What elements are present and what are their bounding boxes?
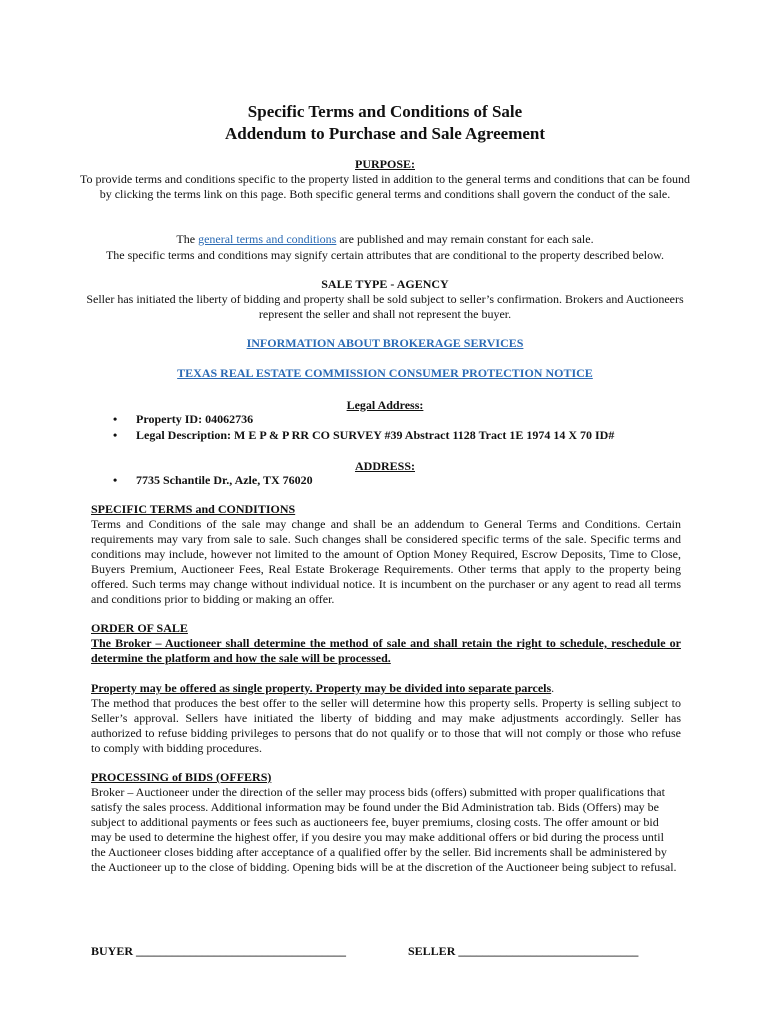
order-of-sale-section: [91, 621, 681, 666]
specific-terms-body: Terms and Conditions of the sale may change and shall be an addendum to General Terms and Conditions. Certain requirements may vary from sale to sale. Such changes shall be considered specific terms of the sale. Specific terms and conditions may include, however not limited to the amount of Option Money Required, Escrow Deposits, Time to Close, Buyers Premium, Auctioneer Fees, Real Estate Brokerage Requirements. Other terms that apply to the property being offered. Such terms may change without individual notice. It is incumbent on the purchaser or any agent to read all terms and conditions prior to bidding or making an offer.: [91, 517, 681, 606]
general-prefix: The: [176, 232, 199, 246]
property-offer-heading: Property may be offered as single property. Property may be divided into separate parcels: [91, 681, 552, 695]
sale-type-body: Seller has initiated the liberty of bidding and property shall be sold subject to seller’s confirmation. Brokers and Auctioneers represent the seller and shall not represent the buyer.: [86, 292, 684, 321]
title-line-2: Addendum to Purchase and Sale Agreement: [224, 124, 546, 143]
order-of-sale-subheading: The Broker – Auctioneer shall determine the method of sale and shall retain the right to schedule, reschedule or determine the platform and how the sale will be processed.: [91, 636, 681, 665]
sale-type-heading: SALE TYPE - AGENCY: [321, 277, 449, 291]
general-terms-link[interactable]: general terms and conditions: [198, 232, 337, 246]
sale-type-section: [70, 276, 700, 322]
specific-terms-heading: SPECIFIC TERMS and CONDITIONS: [91, 502, 296, 516]
buyer-signature-line[interactable]: BUYER ___________________________________: [91, 944, 347, 958]
legal-address-heading: Legal Address:: [346, 398, 424, 412]
general-line-2: The specific terms and conditions may signify certain attributes that are conditional to the property described below.: [105, 248, 665, 262]
seller-signature-line[interactable]: SELLER ______________________________: [408, 944, 639, 958]
bullet-icon: •: [113, 412, 118, 426]
processing-body: Broker – Auctioneer under the direction of the seller may process bids (offers) submitted with proper qualifications that satisfy the sales process. Additional information may be found under the Bid Administration tab. Bids (Offers) may be subject to additional payments or fees such as auctioneers fee, buyer premiums, closing costs. The offer amount or bid may be used to determine the highest offer, if you desire you may make additional offers or bid during the process until the Auctioneer closes bidding after acceptance of a qualified offer by the seller. Bid increments shall be administered by the Auctioneer up to the close of bidding. Opening bids will be at the discretion of the Auctioneer being subject to refusal.: [91, 785, 677, 874]
trec-notice-link[interactable]: TEXAS REAL ESTATE COMMISSION CONSUMER PROTECTION NOTICE: [177, 366, 593, 380]
title-line-1: Specific Terms and Conditions of Sale: [247, 102, 523, 121]
general-terms-section: [40, 231, 730, 263]
brokerage-services-link[interactable]: INFORMATION ABOUT BROKERAGE SERVICES: [246, 336, 524, 350]
property-offer-period: .: [551, 681, 555, 695]
bullet-icon: •: [113, 428, 118, 442]
order-of-sale-heading: ORDER OF SALE: [91, 621, 188, 635]
property-offer-section: [91, 681, 681, 756]
specific-terms-section: [91, 502, 681, 607]
purpose-heading: PURPOSE:: [355, 157, 415, 171]
processing-heading: PROCESSING of BIDS (OFFERS): [91, 770, 272, 784]
trec-link-row: [80, 365, 690, 381]
general-suffix: are published and may remain constant for each sale.: [336, 232, 594, 246]
brokerage-link-row: [80, 335, 690, 351]
purpose-body: To provide terms and conditions specific to the property listed in addition to the general terms and conditions that can be found by clicking the terms link on this page. Both specific general terms and conditions shall govern the conduct of the sale.: [80, 172, 691, 201]
property-id: Property ID: 04062736: [136, 412, 254, 426]
processing-section: [91, 770, 681, 875]
purpose-section: [80, 156, 690, 202]
legal-description: Legal Description: M E P & P RR CO SURVEY #39 Abstract 1128 Tract 1E 1974 14 X 70 ID#: [136, 428, 615, 442]
property-offer-body: The method that produces the best offer to the seller will determine how this property sells. Property is selling subject to Seller’s approval. Sellers have initiated the liberty of bidding and may make adjustments accordingly. Seller has authorized to refuse bidding privileges to persons that do not qualify or to those that will not comply or those who refuse to comply with bidding procedures.: [91, 696, 681, 755]
property-address: 7735 Schantile Dr., Azle, TX 76020: [136, 473, 313, 487]
bullet-icon: •: [113, 473, 118, 487]
address-heading: ADDRESS:: [354, 459, 415, 473]
document-title: [0, 102, 770, 144]
